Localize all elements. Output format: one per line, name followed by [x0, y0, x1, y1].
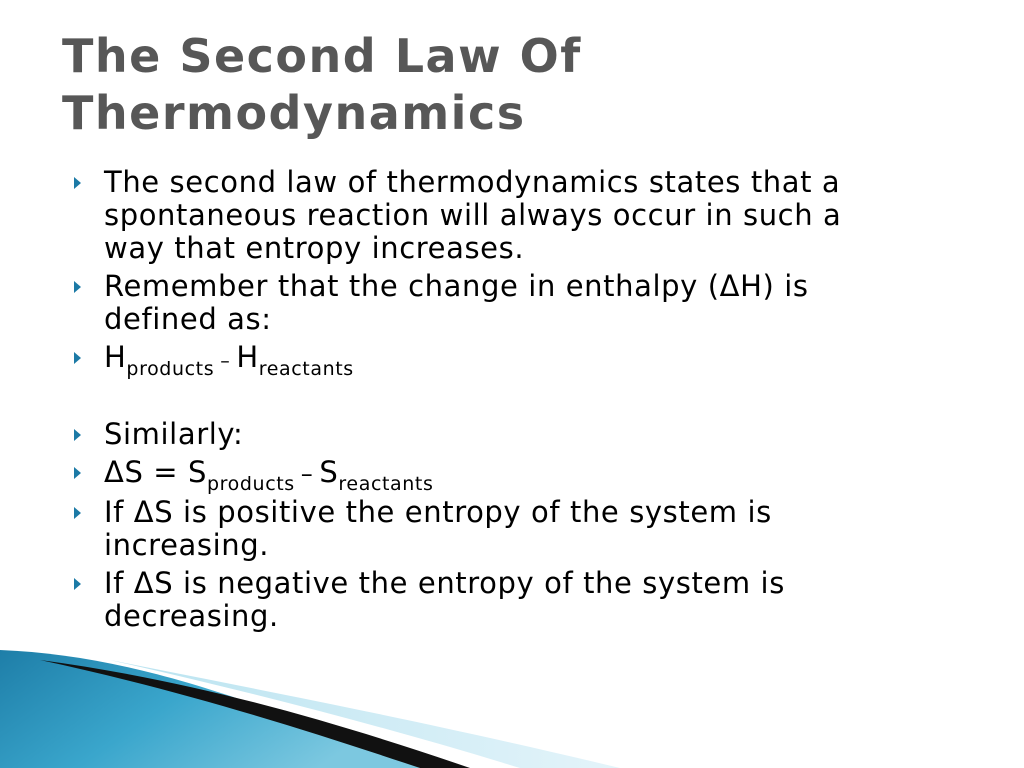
triangle-right-icon — [74, 507, 81, 519]
bullet-second-law-statement — [70, 166, 970, 265]
bullet-line: increasing. — [104, 528, 270, 562]
formula-base: H — [104, 340, 127, 374]
triangle-right-icon — [74, 177, 81, 189]
bullet-line: defined as: — [104, 302, 272, 336]
triangle-right-icon — [74, 467, 81, 479]
formula-lhs: ΔS = — [104, 455, 179, 489]
triangle-right-icon — [74, 352, 81, 364]
bullet-line: Remember that the change in enthalpy (ΔH) is — [104, 269, 809, 303]
swoosh-blue-band — [0, 650, 420, 768]
bullet-line: way that entropy increases. — [104, 231, 525, 265]
formula-subscript: products — [126, 358, 215, 380]
bullet-line: decreasing. — [104, 599, 279, 633]
bullet-line: If ΔS is negative the entropy of the system is — [104, 566, 785, 600]
bullet-enthalpy-definition — [70, 270, 970, 336]
formula-operator: – — [300, 460, 314, 488]
triangle-right-icon — [74, 429, 81, 441]
slide-title — [62, 28, 962, 142]
formula-base: S — [188, 455, 208, 489]
title-line-2: Thermodynamics — [62, 86, 526, 140]
bullet-enthalpy-formula — [70, 341, 970, 378]
bullet-text: Similarly: — [104, 417, 244, 451]
formula-subscript: reactants — [338, 473, 434, 495]
bullet-line: The second law of thermodynamics states that a — [104, 165, 841, 199]
triangle-right-icon — [74, 578, 81, 590]
formula-subscript: products — [207, 473, 295, 495]
bullet-positive-entropy — [70, 496, 970, 562]
bullet-line: If ΔS is positive the entropy of the system is — [104, 495, 772, 529]
formula-subscript: reactants — [258, 358, 354, 380]
bullet-list — [70, 166, 970, 638]
bullet-entropy-formula — [70, 455, 970, 495]
formula-base: S — [319, 455, 339, 489]
bullet-negative-entropy — [70, 567, 970, 633]
triangle-right-icon — [74, 281, 81, 293]
formula-base: H — [236, 340, 259, 374]
bullet-similarly — [70, 418, 970, 451]
formula-operator: – — [220, 350, 231, 372]
bullet-line: spontaneous reaction will always occur in such a — [104, 198, 842, 232]
title-line-1: The Second Law Of — [62, 29, 582, 83]
